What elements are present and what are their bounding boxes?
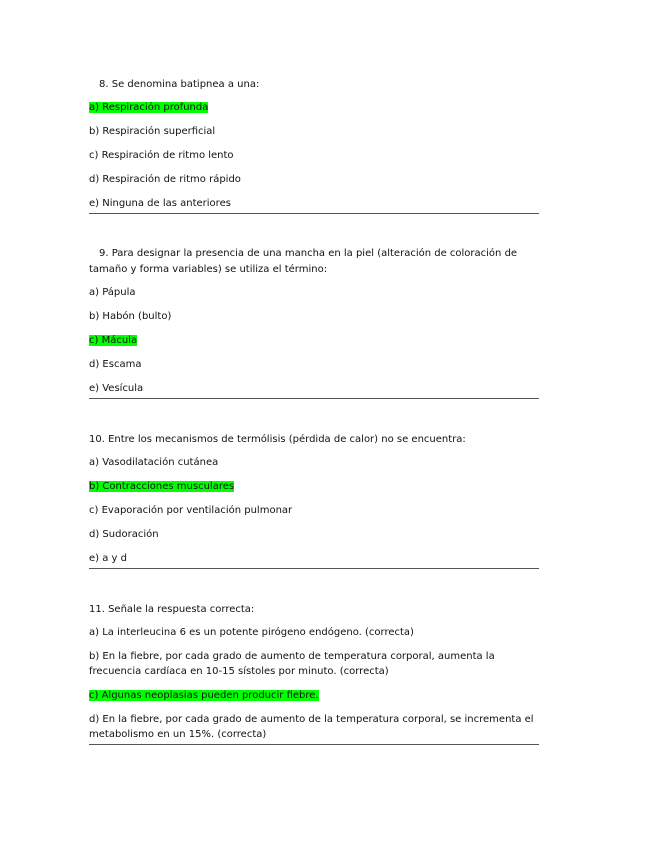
question-11 [89, 602, 539, 745]
option-d: d) Sudoración [89, 529, 159, 540]
option-b: b) Contracciones musculares [89, 481, 235, 492]
option-e: e) Vesícula [89, 383, 144, 394]
question-title: 9. Para designar la presencia de una mancha en la piel (alteración de coloración de tamaño y forma variables) se utiliza el término: [89, 248, 518, 275]
option-a: a) Pápula [89, 287, 136, 298]
option-d: d) Escama [89, 359, 142, 370]
option-c: c) Evaporación por ventilación pulmonar [89, 505, 293, 516]
divider [89, 213, 539, 214]
option-b: b) Respiración superficial [89, 126, 216, 137]
divider [89, 568, 539, 569]
option-a: a) La interleucina 6 es un potente pirógeno endógeno. (correcta) [89, 627, 414, 638]
option-c: c) Respiración de ritmo lento [89, 150, 234, 161]
option-d: d) En la fiebre, por cada grado de aumento de la temperatura corporal, se incrementa el metabolismo en un 15%. (correcta) [89, 714, 534, 740]
question-9 [89, 246, 539, 399]
divider [89, 744, 539, 745]
option-a: a) Respiración profunda [89, 102, 209, 113]
option-e: e) a y d [89, 553, 127, 564]
option-c: c) Mácula [89, 335, 138, 346]
option-b: b) En la fiebre, por cada grado de aumento de temperatura corporal, aumenta la frecuencia cardíaca en 10-15 sístoles por minuto. (correcta) [89, 651, 495, 677]
question-8 [89, 77, 539, 214]
question-10 [89, 432, 539, 569]
question-title: 10. Entre los mecanismos de termólisis (pérdida de calor) no se encuentra: [89, 434, 466, 445]
option-b: b) Habón (bulto) [89, 311, 172, 322]
option-a: a) Vasodilatación cutánea [89, 457, 219, 468]
option-d: d) Respiración de ritmo rápido [89, 174, 241, 185]
question-title: 8. Se denomina batipnea a una: [99, 79, 260, 90]
question-title: 11. Señale la respuesta correcta: [89, 604, 255, 615]
divider [89, 398, 539, 399]
option-e: e) Ninguna de las anteriores [89, 198, 231, 209]
option-c: c) Algunas neoplasias pueden producir fiebre. [89, 690, 319, 701]
